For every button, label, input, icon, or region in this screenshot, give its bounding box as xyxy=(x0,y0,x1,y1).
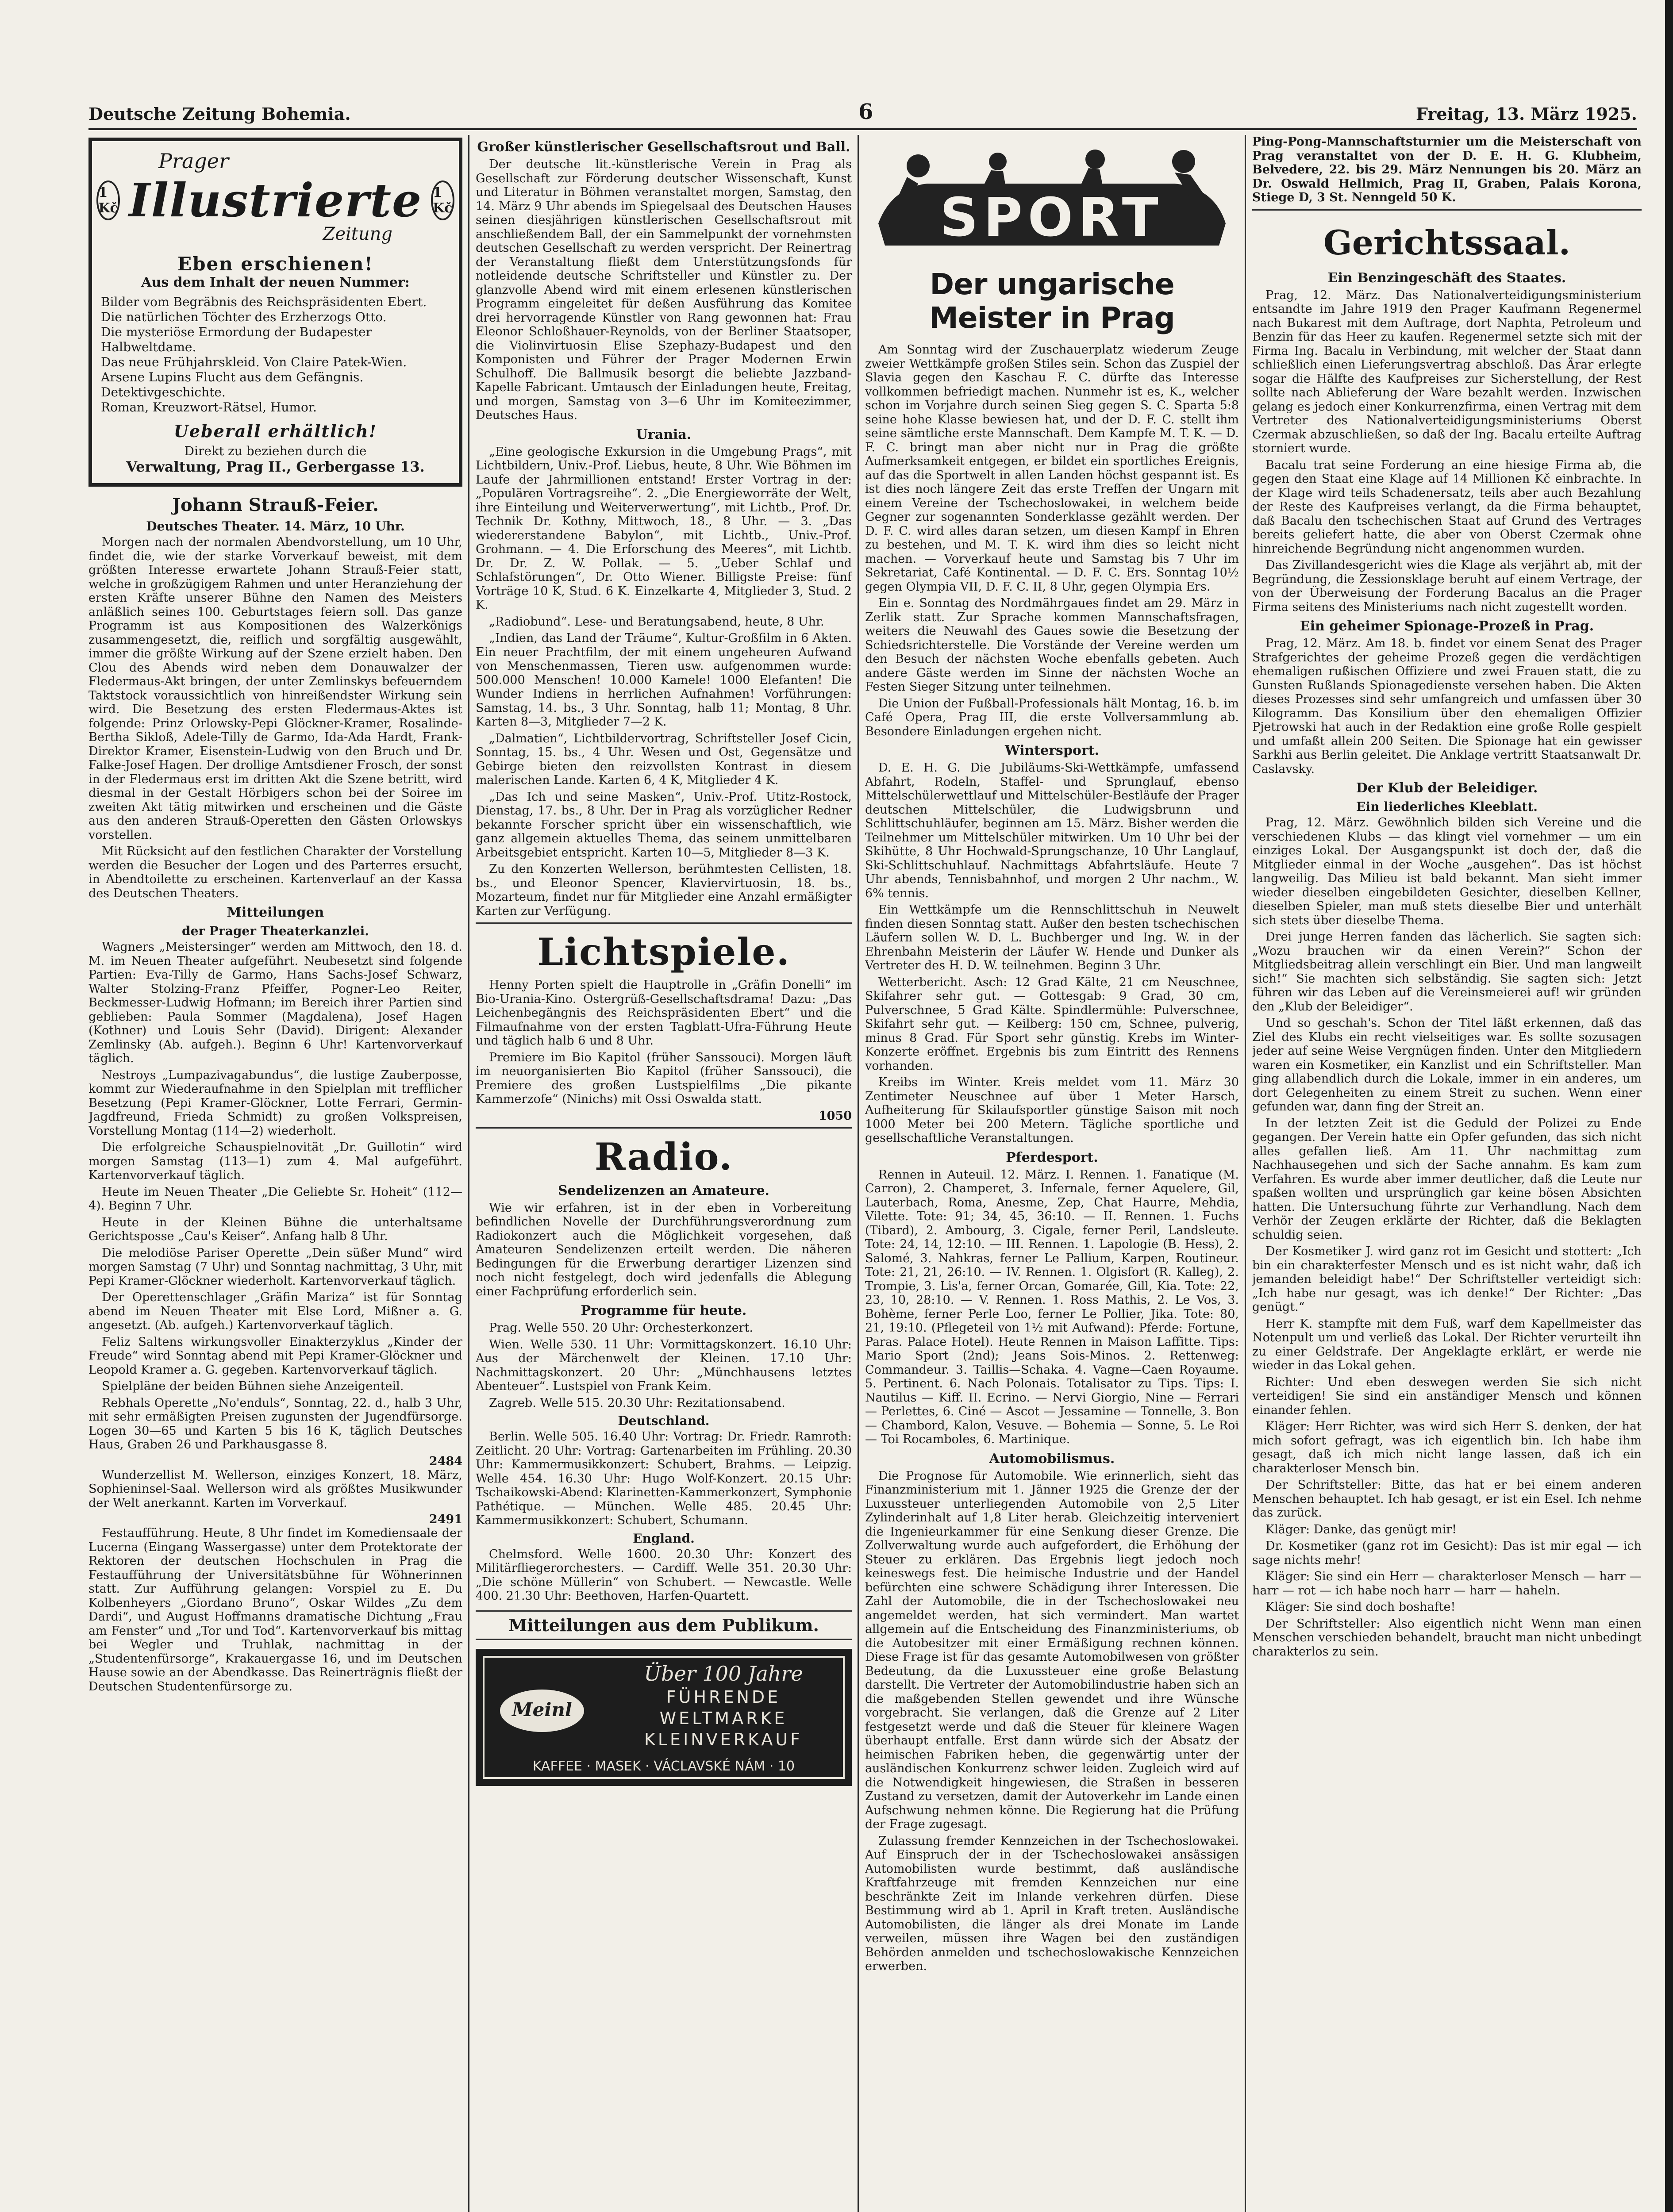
paragraph: „Eine geologische Exkursion in die Umgebung Prags“, mit Lichtbildern, Univ.-Prof. Liebus, heute, 8 Uhr. Wie Böhmen im Laufe der Jahrmillionen entstand! Erster Vortrag in der: „Populären Vortragsreihe“. 2. „Die Energieworräte der Welt, ihre Einteilung und Weiterverwertung“, mit Lichtb., Prof. Dr. Technik Dr. Kothny, Mittwoch, 18., 8 Uhr. — 3. „Das wiedererstandene Babylon“, mit Lichtb., Univ.-Prof. Grohmann. — 4. Die Erforschung des Meeres“, mit Lichtb. Dr. Dr. Z. W. Pollak. — 5. „Ueber Schlaf und Schlafstörungen“, Dr. Otto Wiener. Billigste Preise: fünf Vorträge 10 K, Stud. 6 K. Einzelkarte 4, Mitglieder 3, Stud. 2 K. xyxy=(476,445,852,612)
paragraph: Spielpläne der beiden Bühnen siehe Anzeigenteil. xyxy=(102,1379,404,1393)
ad-subhead: Aus dem Inhalt der neuen Nummer: xyxy=(141,275,410,290)
ad-address: Verwaltung, Prag II., Gerbergasse 13. xyxy=(126,458,425,475)
article-title: Ein geheimer Spionage-Prozeß in Prag. xyxy=(1300,618,1594,634)
ad-code: 2484 xyxy=(429,1454,462,1468)
ad-item: Das neue Frühjahrskleid. Von Claire Patek-Wien. xyxy=(101,355,407,369)
meinl-bottom: KAFFEE · MASEK · VÁCLAVSKÉ NÁM · 10 xyxy=(532,1758,795,1774)
meinl-ad-graphic xyxy=(476,1649,852,1786)
paragraph: Die Union der Fußball-Professionals hält Montag, 16. b. im Café Opera, Prag III, die erste Vollversammlung ab. Besondere Einladungen ergehen nicht. xyxy=(865,696,1239,738)
sport-banner-text: SPORT xyxy=(940,187,1164,249)
section-subtitle: Deutschland. xyxy=(618,1413,710,1428)
paragraph: Chelmsford. Welle 1600. 20.30 Uhr: Konzert des Militärfliegerorchesters. — Cardiff. Welle 351. 20.30 Uhr: „Die schöne Müllerin“ von Schubert. — Newcastle. Welle 400. 21.30 Uhr: Beethoven, Harfen-Quartett. xyxy=(476,1547,852,1603)
paragraph: Der Operettenschlager „Gräfin Mariza“ ist für Sonntag abend im Neuen Theater mit Else Lord, Mißner a. G. angesetzt. (Ab. aufgeh.) Kartenvorverkauf täglich. xyxy=(88,1290,462,1332)
meinl-ad xyxy=(476,1649,852,1786)
price-badge: 1 Kč xyxy=(96,180,119,220)
section-title: Urania. xyxy=(636,426,692,442)
paragraph: Das Zivillandesgericht wies die Klage als verjährt ab, mit der Begründung, die Zessionsklage beruht auf einem Vertrage, der von der Überweisung der Forderung Bacalus an die Prager Firma seitens des Ministeriums nach nicht zugestellt worden. xyxy=(1252,558,1642,614)
ad-prager: Prager xyxy=(158,149,229,173)
issue-date: Freitag, 13. März 1925. xyxy=(1416,104,1637,124)
meinl-brand: Meinl xyxy=(512,1698,572,1720)
paragraph: Und so geschah's. Schon der Titel läßt erkennen, daß das Ziel des Klubs ein recht vielseitiges war. Es sollte sozusagen jeder auf seine Weise Vergnügen finden. Unter den Mitgliedern waren ein Kosmetiker, ein Kanzlist und ein Schriftsteller. Man ging allabendlich durch die Lokale, immer in ein anderes, um dort Gelegenheiten zu einem Streit zu suchen. Wenn einer gefunden war, dann fing der Streit an. xyxy=(1252,1016,1642,1114)
ad-direct: Direkt zu beziehen durch die xyxy=(184,444,367,458)
section-title-lichtspiele: Lichtspiele. xyxy=(537,930,790,974)
paragraph: Mit Rücksicht auf den festlichen Charakter der Vorstellung werden die Besucher der Logen und des Parterres ersucht, in Abendtoilette zu erscheinen. Kartenverlauf an der Kassa des Deutschen Theaters. xyxy=(88,845,462,900)
column-1 xyxy=(88,135,462,2212)
paragraph: „Radiobund“. Lese- und Beratungsabend, heute, 8 Uhr. xyxy=(489,614,824,629)
sport-banner xyxy=(865,135,1239,263)
column-rule xyxy=(1245,135,1246,2212)
ad-masthead xyxy=(98,173,453,227)
column-4 xyxy=(1252,135,1642,2212)
paragraph: Wien. Welle 530. 11 Uhr: Vormittagskonzert. 16.10 Uhr: Aus der Märchenwelt der Kleinen. 17.10 Uhr: Nachmittagskonzert. 20 Uhr: „Münchhausens letztes Abenteuer“. Lustspiel von Frank Keim. xyxy=(476,1337,852,1393)
paragraph: Wie wir erfahren, ist in der eben in Vorbereitung befindlichen Novelle der Durchführungsverordnung zum Radiokonzert auch die Möglichkeit vorgesehen, daß Amateuren Sendelizenzen erteilt werden. Die näheren Bedingungen für die Erwerbung derartiger Lizenzen sind noch nicht festgelegt, doch wird jedenfalls die Ablegung einer Fachprüfung erforderlich sein. xyxy=(476,1201,852,1298)
illustrierte-ad xyxy=(88,138,462,487)
divider xyxy=(476,922,852,924)
paragraph: Wagners „Meistersinger“ werden am Mittwoch, den 18. d. M. im Neuen Theater aufgeführt. Neubesetzt sind folgende Partien: Eva-Tilly de Garmo, Hans Sachs-Josef Schwarz, Walter Stolzing-Franz Pfeiffer, Pogner-Leo Reiter, Beckmesser-Ludwig Hofmann; im Bereich ihrer Partien sind geblieben: Paula Sommer (Magdalena), Josef Hagen (Kothner) und Louis Sehr (David). Dirigent: Alexander Zemlinsky (Ab. aufgeh.). Beginn 6 Uhr! Kartenvorverkauf täglich. xyxy=(88,940,462,1065)
article-title: Ein Benzingeschäft des Staates. xyxy=(1327,270,1566,286)
paragraph: Rebhals Operette „No'enduls“, Sonntag, 22. d., halb 3 Uhr, mit sehr ermäßigten Preisen zugunsten der Jugendfürsorge. Logen 30—65 und Karten 5 bis 16 K, täglich Deutsches Haus, Graben 26 und Parkhausgasse 8. xyxy=(88,1396,462,1452)
section-subtitle: der Prager Theaterkanzlei. xyxy=(181,924,369,938)
paragraph: Henny Porten spielt die Hauptrolle in „Gräfin Donelli“ im Bio-Urania-Kino. Ostergrüß-Gesellschaftsdrama! Dazu: „Das Leichenbegängnis des Reichspräsidenten Ebert“ und die Filmaufnahme von der ersten Tagblatt-Ufra-Führung Heute und täglich halb 6 und 8 Uhr. xyxy=(476,978,852,1048)
column-rule xyxy=(858,135,859,2212)
paragraph: Morgen nach der normalen Abendvorstellung, um 10 Uhr, findet die, wie der starke Vorverkauf beweist, mit dem größten Interesse erwartete Johann Strauß-Feier statt, welche in großzügigem Rahmen und unter Heranziehung der ersten Kräfte unserer Bühne den Namen des Meisters anläßlich seines 100. Geburtstages feiern soll. Das ganze Programm ist aus Kompositionen des Walzerkönigs zusammengesetzt, die, reiflich und sorgfältig ausgewählt, immer die größte Wirkung auf der Szene erzielt haben. Den Clou des Abends wird neben dem Donauwalzer der Fledermaus-Akt bringen, der unter Zemlinskys befeuerndem Taktstock voraussichtlich von hinreißendster Wirkung sein wird. Die Besetzung des ersten Fledermaus-Aktes ist folgende: Prinz Orlowsky-Pepi Glöckner-Kramer, Rosalinde-Bertha Sikloß, Adele-Tilly de Garmo, Ida-Ada Hardt, Frank-Direktor Kramer, Eisenstein-Ludwig von den Bruch und Dr. Falke-Josef Hagen. Der drollige Amtsdiener Frosch, der sonst in der Fledermaus erst im dritten Akt die Szene betritt, wird diesmal in der Gestalt Hörbigers schon bei der Soiree im zweiten Akt tätig mitwirken und erscheinen und die Gäste aus den anderen Strauß-Operetten den Gästen Orlowskys vorstellen. xyxy=(88,535,462,842)
section-title: Automobilismus. xyxy=(989,1451,1115,1467)
paragraph: Ein e. Sonntag des Nordmährgaues findet am 29. März in Zerlik statt. Zur Sprache kommen Mannschaftsfragen, weiters die Neuwahl des Gaues sowie die Besetzung der Schiedsrichterstelle. Die Vorstände der Vereine werden um den Besuch der nächsten Woche ebenfalls gebeten. Auch andere Gäste werden im Sinne der nächsten Woche an Festen Sieger Sitzung unter teilnehmen. xyxy=(865,596,1239,694)
ad-item: Die natürlichen Töchter des Erzherzogs Otto. xyxy=(101,310,387,324)
paragraph: Kläger: Herr Richter, was wird sich Herr S. denken, der hat mich sofort gefragt, was ich eigentlich bin. Ich habe ihm gesagt, daß ich mich nicht lange lassen, daß ich ein charakterloser Mensch bin. xyxy=(1252,1420,1642,1475)
sport-headline: Der ungarische Meister in Prag xyxy=(929,267,1175,335)
meinl-line: WELTMARKE xyxy=(659,1708,788,1728)
paragraph: Prag, 12. März. Gewöhnlich bilden sich Vereine und die verschiedenen Klubs — das klingt viel vornehmer — um ein einziges Lokal. Der Ausgangspunkt ist doch der, daß die Mitglieder einmal in der Woche „ausgehen“. Das ist höchst langweilig. Das Milieu ist bald bekannt. Man sieht immer wieder dieselben eingebildeten Gesichter, dieselben Kellner, dieselben Spieler, man muß stets dieselbe Bier und unterhält sich stets über dieselbe Thema. xyxy=(1252,816,1642,927)
pingpong-notice: Ping-Pong-Mannschaftsturnier um die Meisterschaft von Prag veranstaltet von der D. E. H. G. Klubheim, Belvedere, 22. bis 29. März Nennungen bis 20. März an Dr. Oswald Hellmich, Prag II, Graben, Palais Korona, Stiege D, 3 St. Nenngeld 50 K. xyxy=(1252,135,1642,204)
paragraph: Bacalu trat seine Forderung an eine hiesige Firma ab, die gegen den Staat eine Klage auf 14 Millionen Kč einbrachte. In der Klage wird teils Schadenersatz, teils aber auch Bezahlung der Reste des Kaufpreises verlangt, da die Firma behauptet, daß Bacalu den tschechischen Staat auf Grund des Vertrages bereits geliefert hatte, die aber von Oberst Czermak ohne hinreichende Begründung nicht angenommen wurden. xyxy=(1252,458,1642,556)
article-subtitle: Deutsches Theater. 14. März, 10 Uhr. xyxy=(146,519,405,534)
ad-item: Bilder vom Begräbnis des Reichspräsidenten Ebert. xyxy=(101,295,427,309)
section-subtitle: England. xyxy=(633,1531,695,1546)
paragraph: Kläger: Danke, das genügt mir! xyxy=(1265,1522,1457,1536)
paragraph: Prag. Welle 550. 20 Uhr: Orchesterkonzert. xyxy=(489,1321,754,1335)
ad-item: Roman, Kreuzwort-Rätsel, Humor. xyxy=(101,400,317,415)
divider xyxy=(476,1127,852,1129)
column-2 xyxy=(476,135,852,2212)
paragraph: Wetterbericht. Asch: 12 Grad Kälte, 21 cm Neuschnee, Skifahrer sehr gut. — Gottesgab: 9 Grad, 30 cm, Pulverschnee, 5 Grad Kälte. Spindlermühle: Pulverschnee, Skifahrt sehr gut. — Keilberg: 150 cm, Schnee, pulverig, minus 8 Grad. Für Sport sehr günstig. Krebs im Winter-Konzerte eröffnet. Ergebnis bis zum Eintritt des Rennens vorhanden. xyxy=(865,975,1239,1073)
ad-code: 1050 xyxy=(818,1109,852,1123)
section-title: Wintersport. xyxy=(1004,743,1100,758)
article-title: Großer künstlerischer Gesellschaftsrout und Ball. xyxy=(477,139,850,155)
paragraph: Kläger: Sie sind doch boshafte! xyxy=(1265,1600,1456,1614)
paragraph: Festaufführung. Heute, 8 Uhr findet im Komediensaale der Lucerna (Eingang Wassergasse) unter dem Protektorate der Rektoren der deutschen Hochschulen in Prag die Festaufführung der Universitätsbühne für Wöhnerinnen statt. Zur Aufführung gelangen: Vorspiel zu E. Du Kolbenheyers „Giordano Bruno“, Oskar Wildes „Zu dem Dardi“, und August Hoffmanns dramatische Dichtung „Frau am Fenster“ und „Tor und Tod“. Kartenvorverkauf bis mittag bei Wegler und Truhlak, nachmittag in der „Studentenfürsorge“, Krakauergasse 16, und im Deutschen Hause sowie an der Abendkasse. Das Reinerträgnis fließt der Deutschen Studentenfürsorge zu. xyxy=(88,1526,462,1694)
ad-zeitung: Zeitung xyxy=(323,224,392,244)
section-title: Mitteilungen xyxy=(227,905,324,920)
section-title-radio: Radio. xyxy=(594,1134,733,1179)
paragraph: Zu den Konzerten Wellerson, berühmtesten Cellisten, 18. bs., und Eleonor Spencer, Klaviervirtuosin, 18. bs., Mozarteum, findet nur für Mitglieder eine Anzahl ermäßigter Karten zur Verfügung. xyxy=(476,862,852,918)
paragraph: Kreibs im Winter. Kreis meldet vom 11. März 30 Zentimeter Neuschnee auf über 1 Meter Harsch, Aufheiterung für Skilaufsportler günstige Saison mit noch 1000 Meter bei 200 Metern. Tägliche sportliche und gesellschaftliche Veranstaltungen. xyxy=(865,1075,1239,1145)
paragraph: Drei junge Herren fanden das lächerlich. Sie sagten sich: „Wozu brauchen wir da einen Verein?“ Schon der Mitgliedsbeitrag allein verschlingt ein Bier. Und man langweilt sich!“ Sie machten sich selbständig. Sie sagten sich: Jetzt führen wir das Leben auf die Vereinsmeierei auf! wir gründen den „Klub der Beleidiger“. xyxy=(1252,930,1642,1014)
paragraph: Rennen in Auteuil. 12. März. I. Rennen. 1. Fanatique (M. Carron), 2. Champeret, 3. Infernale, ferner Aquelere, Gil, Lauterbach, Roma, Anesme, Zep, Chat Haurre, Mehdia, Vilette. Tote: 91; 34, 45, 36:10. — II. Rennen. 1. Fuchs (Tibard), 2. Ambourg, 3. Cigale, ferner Peril, Landsleute. Tote: 24, 14, 12:10. — III. Rennen. 1. Lapologie (B. Hess), 2. Salomé, 3. Nahkras, ferner Le Pallium, Karpen, Routineur. Tote: 21, 21, 26:10. — IV. Rennen. 1. Olgisfort (R. Kalleg), 2. Trompie, 3. Lis'a, ferner Orcan, Gomarée, Gill, Kia. Tote: 22, 23, 10, 28:10. — V. Rennen. 1. Ross Mathis, 2. Le Vos, 3. Bohème, ferner Perle Loo, ferner Le Pollier, Jika. Tote: 80, 21, 19:10. (Pflegeteil von 1½ mit Aufwand): Pferde: Fortune, Paras. Palace Hotel). Heute Rennen in Maison Laffitte. Tips: Mario Sport (2nd); Jeans Sois-Minos. 2. Rettenweg: Commandeur. 3. Taillis—Schaka. 4. Vagne—Caen Royaume. 5. Pertinent. 6. Nach Polonais. Totalisator zu Tips. Tips: I. Nautilus — Kiff. II. Ecrino. — Nervi Giorgio, Nine — Ferrari — Perlettes, 6. Ciné — Ascot — Jessamine — Tonnelle, 3. Bon— Chambord, Kalon, Vesuve. — Bohemia — Sonne, 5. Le Roi — Toi Rocamboles, 6. Martinique. xyxy=(865,1167,1239,1446)
paragraph: Feliz Saltens wirkungsvoller Einakterzyklus „Kinder der Freude“ wird Sonntag abend mit Pepi Kramer-Glöckner und Leopold Kramer a. G. gegeben. Kartenvorverkauf täglich. xyxy=(88,1335,462,1377)
ad-item: Die mysteriöse Ermordung der Budapester Halbweltdame. xyxy=(101,325,372,354)
paragraph: Wunderzellist M. Wellerson, einziges Konzert, 18. März, Sophieninsel-Saal. Wellerson wird als größtes Musikwunder der Welt anerkannt. Karten im Vorverkauf. xyxy=(88,1468,462,1510)
header-rule xyxy=(88,128,1637,130)
paragraph: Der deutsche lit.-künstlerische Verein in Prag als Gesellschaft zur Förderung deutscher Wissenschaft, Kunst und Literatur in Böhmen veranstaltet morgen, Samstag, den 14. März 9 Uhr abends im Spiegelsaal des Deutschen Hauses seinen diesjährigen künstlerischen Gesellschaftsrout mit anschließendem Ball, der ein Sammelpunkt der vornehmsten deutschen Gesellschaft zu werden verspricht. Der Reinertrag der Veranstaltung fließt dem Unterstützungsfonds für notleidende deutsche Schriftsteller und Künstler zu. Der glanzvolle Abend wird mit einem erlesenen künstlerischen Programm eingeleitet für deßen Ausführung das Komitee drei hervorragende Künstler von Rang gewonnen hat: Frau Eleonor Schloßhauer-Reynolds, von der Berliner Staatsoper, die Violinvirtuosin Elise Szephazy-Budapest und den Komponisten und Führer der Prager Modernen Erwin Schulhoff. Die Ballmusik besorgt die beliebte Jazzband-Kapelle Fabricant. Umtausch der Einladungen heute, Freitag, und morgen, Samstag von 3—6 Uhr im Komiteezimmer, Deutsches Haus. xyxy=(476,157,852,422)
paragraph: Prag, 12. März. Das Nationalverteidigungsministerium entsandte im Jahre 1919 den Prager Kaufmann Regenermel nach Bukarest mit dem Auftrage, dort Naphta, Petroleum und Benzin für das Heer zu kaufen. Regenermel setzte sich mit der Firma Ing. Bacalu in Verbindung, mit welcher der Staat dann schließlich einen Lieferungsvertrag abschloß. Das Ärar erlegte sogar die Hälfte des Kaufpreises zur Sicherstellung, der Rest sollte nach Ablieferung der Ware bezahlt werden. Inzwischen gelang es jedoch einer Konkurrenzfirma, einen Vertrag mit dem Vertreter des Nationalverteidigungsministeriums Oberst Czermak abzuschließen, so daß der Ing. Bacalu erteilte Auftrag storniert wurde. xyxy=(1252,288,1642,455)
meinl-line: KLEINVERKAUF xyxy=(644,1729,803,1749)
article-title: Johann Strauß-Feier. xyxy=(172,495,379,515)
paragraph: Dr. Kosmetiker (ganz rot im Gesicht): Das ist mir egal — ich sage nichts mehr! xyxy=(1252,1539,1642,1567)
paragraph: Prag, 12. März. Am 18. b. findet vor einem Senat des Prager Strafgerichtes der geheime Prozeß gegen die verdächtigen ehemaligen rußischen Offiziere und zwei Frauen statt, die zu Gunsten Rußlands Spionagedienste versehen haben. Die Akten dieses Prozesses sind sehr umfangreich und umfassen über 30 Kilogramm. Das Konsilium über den ehemaligen Offizier Pjetrowski hat auch in der Redaktion eine große Rolle gespielt und umfaßt allein 200 Seiten. Die Spionage hat ein gewisser Sarkhi aus Berlin geleitet. Die Anklage vertritt Staatsanwalt Dr. Caslavsky. xyxy=(1252,637,1642,776)
paragraph: Die Prognose für Automobile. Wie erinnerlich, sieht das Finanzministerium mit 1. Jänner 1925 die Grenze der der Luxussteuer unterliegenden Automobile von 2,5 Liter Zylinderinhalt auf 1,8 Liter herab. Gleichzeitig interveniert die Ingenieurkammer für eine Senkung dieser Grenze. Die Zollverwaltung wurde auch aufgefordert, die Erhöhung der Steuer zu erklären. Das Ergebnis liegt jedoch noch keineswegs fest. Die heimische Industrie und der Handel befürchten eine schwere Schädigung ihrer Interessen. Die Zahl der Automobile, die in der Tschechoslowakei neu angemeldet werden, hat sich vermindert. Man wartet allgemein auf die Entscheidung des Finanzministeriums, ob die Autobesitzer mit einer Ermäßigung rechnen können. Diese Frage ist für das gesamte Automobilwesen von größter Bedeutung, da die Luxussteuer eine große Belastung darstellt. Die Vertreter der Automobilindustrie haben sich an die maßgebenden Stellen gewendet und ihre Wünsche vorgebracht. Sie verlangen, daß die Grenze auf 2 Liter festgesetzt werde und daß die Steuer für kleinere Wagen überhaupt entfalle. Erst dann würde sich der Absatz der heimischen Fabriken heben, die gegenwärtig unter der ausländischen Konkurrenz schwer leiden. Zugleich wird auf die Notwendigkeit hingewiesen, die Straßen in besseren Zustand zu versetzen, damit der Autoverkehr im Lande einen Aufschwung nehmen könne. Die Regierung hat die Prüfung der Frage zugesagt. xyxy=(865,1469,1239,1831)
column-rule xyxy=(468,135,469,2212)
meinl-line: Über 100 Jahre xyxy=(644,1661,803,1686)
paragraph: Ein Wettkämpfe um die Rennschlittschuh in Neuwelt finden diesen Sonntag statt. Außer den besten tschechischen Läufern sollen W. D. L. Buchberger und Ing. W. in der Ehrenbahn Meisterin der Läufer W. Hende und Dunker als Vertreter des H. D. W. teilnehmen. Beginn 3 Uhr. xyxy=(865,903,1239,972)
column-3 xyxy=(865,135,1239,2212)
paragraph: D. E. H. G. Die Jubiläums-Ski-Wettkämpfe, umfassend Abfahrt, Rodeln, Staffel- und Sprunglauf, ebenso Mittelschülerwettlauf und Mittelschüler-Bestläufe der Prager deutschen Mittelschüler, die Ludwigsbrunn und Schlittschuhläufer, beginnen am 15. März. Bisher werden die Teilnehmer um Mittelschüler mitwirken. Um 10 Uhr bei der Skihütte, 8 Uhr Hochwald-Sprungschanze, 10 Uhr Langlauf, Ski-Schlittschuhlauf. Nachmittags Abfahrtsläufe. Heute 7 Uhr abends, Tennisbahnhof, und morgen 2 Uhr nachm., W. 6% tennis. xyxy=(865,761,1239,900)
page-number: 6 xyxy=(858,100,873,124)
paper-name: Deutsche Zeitung Bohemia. xyxy=(88,104,351,124)
paragraph: „Das Ich und seine Masken“, Univ.-Prof. Utitz-Rostock, Dienstag, 17. bs., 8 Uhr. Der in Prag als vorzüglicher Redner bekannte Forscher spricht über ein wissenschaftlich, wie ganz allgemein aktuelles Thema, das seinem unmittelbaren Arbeitsgebiet entspricht. Karten 10—5, Mitglieder 8—3 K. xyxy=(476,790,852,860)
article-title: Der Klub der Beleidiger. xyxy=(1356,780,1538,796)
section-title-gerichtssaal: Gerichtssaal. xyxy=(1323,223,1571,262)
article-title: Sendelizenzen an Amateure. xyxy=(558,1183,769,1198)
paragraph: „Dalmatien“, Lichtbildervortrag, Schriftsteller Josef Cicin, Sonntag, 15. bs., 4 Uhr. Wesen und Ost, Gegensätze und Gebirge bieten den reizvollsten Kontrast in diesem malerischen Lande. Karten 6, 4 K, Mitglieder 4 K. xyxy=(476,731,852,787)
paragraph: Die melodiöse Pariser Operette „Dein süßer Mund“ wird morgen Samstag (7 Uhr) und Sonntag nachmittag, 3 Uhr, mit Pepi Kramer-Glöckner wiederholt. Kartenvorverkauf täglich. xyxy=(88,1246,462,1288)
section-title: Mitteilungen aus dem Publikum. xyxy=(476,1610,852,1640)
paragraph: Am Sonntag wird der Zuschauerplatz wiederum Zeuge zweier Wettkämpfe großen Stiles sein. Schon das Zuspiel der Slavia gegen den Kaschau F. C. dürfte das Interesse vollkommen befriedigt machen. Nunmehr ist es, K., welcher schon im Vorjahre durch seinen Sieg gegen S. C. Sparta 5:8 seine hohe Klasse bewiesen hat, und der D. F. C. stellt ihm seine sämtliche erste Mannschaft. Dem Kampfe M. T. K. — D. F. C. bringt man aber nicht nur in Prag die größte Aufmerksamkeit entgegen, er bildet ein sportliches Ereignis, auf das die Sportwelt in allen Landen höchst gespannt ist. Es ist dies noch längere Zeit das erste Treffen der Ungarn mit einem Vereine der Tschechoslowakei, in welchem beide Gegner zur sogenannten Sonderklasse gezählt werden. Der D. F. C. wird alles daran setzen, um diesen Kampf in Ehren zu bestehen, und M. T. K. wird ihm dies so leicht nicht machen. — Vorverkauf heute und Samstag bis 7 Uhr im Sekretariat, Café Kontinental. — D. F. C. Ers. Sonntag 10½ gegen Olympia VII, D. F. C. II, 8 Uhr, gegen Olympia Ers. xyxy=(865,343,1239,594)
meinl-line: FÜHRENDE xyxy=(666,1687,781,1707)
paragraph: In der letzten Zeit ist die Geduld der Polizei zu Ende gegangen. Der Verein hatte ein Opfer gefunden, das sich nicht alles gefallen ließ. Am 11. Uhr nachmittag zum Nachhausegehen und sich der Sache annahm. Es kam zum Verfahren. Es wurde aber immer deutlicher, daß die Leute nur spaßen wollten und ursprünglich gar keine bösen Absichten hatten. Die Untersuchung führte zur Verhandlung. Nach dem Verhör der Zeugen erklärte der Richter, daß die Beklagten schuldig seien. xyxy=(1252,1116,1642,1242)
paragraph: Richter: Und eben deswegen werden Sie sich nicht verteidigen! Sie sind ein anständiger Mensch und können einander fehlen. xyxy=(1252,1375,1642,1417)
paragraph: Premiere im Bio Kapitol (früher Sanssouci). Morgen läuft im neuorganisierten Bio Kapitol (früher Sanssouci), die Premiere des großen Lustspielfilms „Die pikante Kammerzofe“ (Ninichs) mit Ossi Oswalda statt. xyxy=(476,1050,852,1106)
section-title: Programme für heute. xyxy=(581,1303,747,1318)
paragraph: Berlin. Welle 505. 16.40 Uhr: Vortrag: Dr. Friedr. Ramroth: Zeitlicht. 20 Uhr: Vortrag: Gartenarbeiten im Frühling. 20.30 Uhr: Kammermusikkonzert: Schubert, Brahms. — Leipzig. Welle 454. 16.30 Uhr: Hugo Wolf-Konzert. 20.15 Uhr: Tschaikowski-Abend: Klarinetten-Kammerkonzert, Symphonie Pathétique. — München. Welle 485. 20.45 Uhr: Kammermusikkonzert: Schubert, Schumann. xyxy=(476,1430,852,1527)
paragraph: „Indien, das Land der Träume“, Kultur-Großfilm in 6 Akten. Ein neuer Prachtfilm, der mit einem ungeheuren Aufwand von Menschenmassen, Tieren usw. aufgenommen wurde: 500.000 Menschen! 10.000 Kamele! 1000 Elefanten! Die Wunder Indiens in herrlichen Aufnahmen! Vorführungen: Samstag, 14. bs., 3 Uhr. Sonntag, halb 11; Montag, 8 Uhr. Karten 8—3, Mitglieder 7—2 K. xyxy=(476,631,852,729)
divider xyxy=(1252,209,1642,211)
ad-title: Illustrierte xyxy=(128,173,423,227)
paragraph: Heute im Neuen Theater „Die Geliebte Sr. Hoheit“ (112—4). Beginn 7 Uhr. xyxy=(88,1185,462,1213)
paragraph: Der Schriftsteller: Bitte, das hat er bei einem anderen Menschen behauptet. Ich hab gesagt, er ist ein Esel. Ich nehme das zurück. xyxy=(1252,1478,1642,1520)
scan-edge xyxy=(1665,0,1673,2212)
page-header xyxy=(88,100,1637,131)
paragraph: Kläger: Sie sind ein Herr — charakterloser Mensch — harr — harr — rot — ich habe noch harr — harr — haheln. xyxy=(1252,1570,1642,1598)
paragraph: Zulassung fremder Kennzeichen in der Tschechoslowakei. Auf Einspruch der in der Tschechoslowakei ansässigen Automobilisten wurde bestimmt, daß ausländische Kraftfahrzeuge mit fremden Kennzeichen nur eine beschränkte Zeit im Inlande verkehren dürfen. Diese Bestimmung wird ab 1. April in Kraft treten. Ausländische Automobilisten, die länger als drei Monate im Lande verweilen, müssen ihre Wagen bei den zuständigen Behörden anmelden und tschechoslowakische Kennzeichen erwerben. xyxy=(865,1834,1239,1973)
ad-headline: Eben erschienen! xyxy=(177,253,373,275)
paragraph: Die erfolgreiche Schauspielnovität „Dr. Guillotin“ wird morgen Samstag (113—1) zum 4. Mal aufgeführt. Kartenvorverkauf täglich. xyxy=(88,1141,462,1182)
paragraph: Zagreb. Welle 515. 20.30 Uhr: Rezitationsabend. xyxy=(489,1396,785,1410)
ad-item: Arsene Lupins Flucht aus dem Gefängnis. Detektivgeschichte. xyxy=(101,370,364,399)
paragraph: Der Schriftsteller: Also eigentlich nicht Wenn man einen Menschen verschieden behandelt, braucht man nicht unbedingt charakterlos zu sein. xyxy=(1252,1617,1642,1659)
ad-cta: Ueberall erhältlich! xyxy=(173,421,377,441)
section-title: Pferdesport. xyxy=(1006,1149,1098,1165)
paragraph: Herr K. stampfte mit dem Fuß, warf dem Kapellmeister das Notenpult um und verließ das Lokal. Der Richter verurteilt ihn zu einer Geldstrafe. Der Angeklagte erklärt, er werde nie wieder in das Lokal gehen. xyxy=(1252,1317,1642,1372)
paragraph: Nestroys „Lumpazivagabundus“, die lustige Zauberposse, kommt zur Wiederaufnahme in den Spielplan mit trefflicher Besetzung (Pepi Kramer-Glöckner, Lotte Ferrari, Germin-Jagdfreund, Frieda Schmidt) zu großen Volkspreisen, Vorstellung Montag (114—2) wiederholt. xyxy=(88,1068,462,1138)
sport-banner-graphic xyxy=(865,135,1239,263)
article-subtitle: Ein liederliches Kleeblatt. xyxy=(1356,799,1538,814)
paragraph: Der Kosmetiker J. wird ganz rot im Gesicht und stottert: „Ich bin ein charakterfester Mensch und es ist nicht wahr, daß ich jemanden beleidigt habe!“ Der Schriftsteller verteidigt sich: „Ich habe nur gesagt, was ich denke!“ Der Richter: „Das genügt.“ xyxy=(1252,1244,1642,1314)
ad-code: 2491 xyxy=(429,1513,462,1526)
price-badge: 1 Kč xyxy=(431,180,454,220)
paragraph: Heute in der Kleinen Bühne die unterhaltsame Gerichtsposse „Cau's Keiser“. Anfang halb 8 Uhr. xyxy=(88,1215,462,1243)
